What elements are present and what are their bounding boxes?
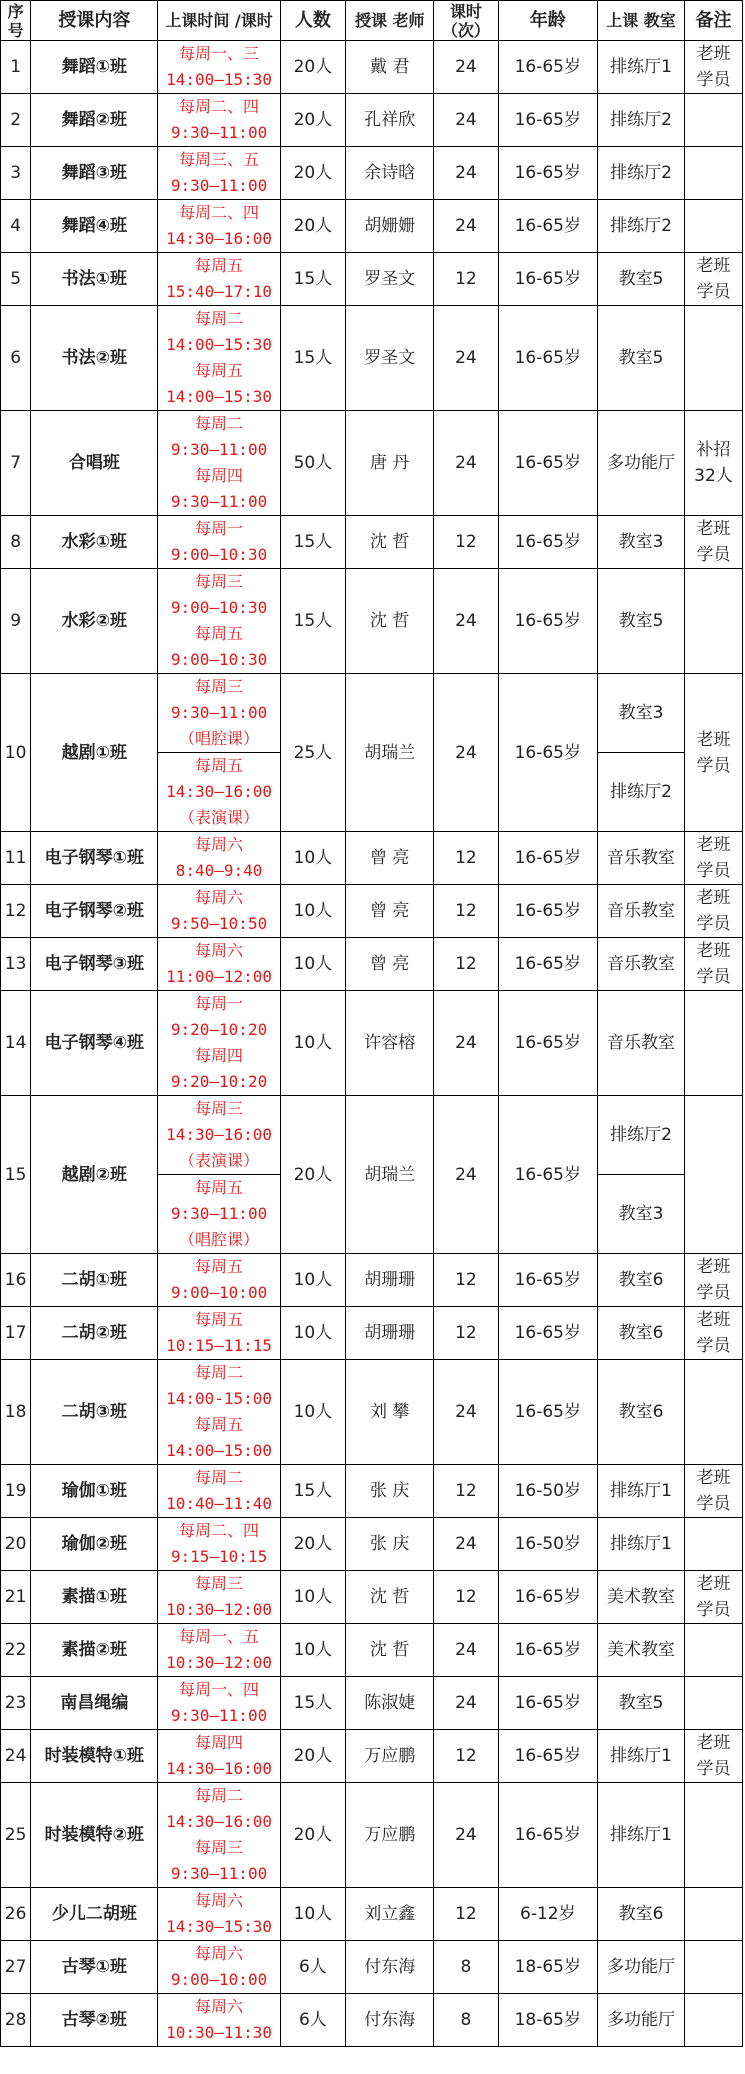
class-size: 10人 xyxy=(280,885,346,938)
remark: 老班 学员 xyxy=(684,41,742,94)
course-name: 电子钢琴④班 xyxy=(31,991,158,1096)
row-number: 5 xyxy=(1,253,31,306)
classroom-second: 排练厅2 xyxy=(598,753,685,832)
class-time-second: 每周五 14:30—16:00 （表演课） xyxy=(158,753,280,832)
teacher-name: 沈 哲 xyxy=(346,569,434,674)
row-number: 19 xyxy=(1,1465,31,1518)
table-header xyxy=(1,1,743,41)
class-time: 每周五 9:00—10:00 xyxy=(158,1254,280,1307)
class-time: 每周五 15:40—17:10 xyxy=(158,253,280,306)
course-name: 二胡①班 xyxy=(31,1254,158,1307)
lesson-count: 24 xyxy=(434,1518,498,1571)
remark xyxy=(684,1624,742,1677)
classroom: 多功能厅 xyxy=(598,1941,685,1994)
lesson-count: 12 xyxy=(434,1254,498,1307)
lesson-count: 12 xyxy=(434,1307,498,1360)
class-time-second: 每周五 9:30—11:00 （唱腔课） xyxy=(158,1175,280,1254)
class-time: 每周一、五 10:30—12:00 xyxy=(158,1624,280,1677)
classroom: 美术教室 xyxy=(598,1624,685,1677)
classroom: 教室5 xyxy=(598,1677,685,1730)
class-time: 每周三 14:30—16:00 （表演课） xyxy=(158,1096,280,1175)
age-range: 18-65岁 xyxy=(498,1994,598,2047)
class-size: 10人 xyxy=(280,1571,346,1624)
course-name: 电子钢琴③班 xyxy=(31,938,158,991)
table-row xyxy=(1,94,743,147)
table-row xyxy=(1,200,743,253)
class-time: 每周三、五 9:30—11:00 xyxy=(158,147,280,200)
remark: 老班 学员 xyxy=(684,1571,742,1624)
teacher-name: 万应鹏 xyxy=(346,1783,434,1888)
header-time: 上课时间 /课时 xyxy=(158,1,280,41)
class-time: 每周一、三 14:00—15:30 xyxy=(158,41,280,94)
class-time: 每周六 10:30—11:30 xyxy=(158,1994,280,2047)
row-number: 9 xyxy=(1,569,31,674)
teacher-name: 戴 君 xyxy=(346,41,434,94)
classroom: 教室3 xyxy=(598,516,685,569)
remark xyxy=(684,1994,742,2047)
remark xyxy=(684,1518,742,1571)
row-number: 12 xyxy=(1,885,31,938)
class-time: 每周一 9:00—10:30 xyxy=(158,516,280,569)
remark xyxy=(684,200,742,253)
age-range: 16-65岁 xyxy=(498,94,598,147)
row-number: 7 xyxy=(1,411,31,516)
row-number: 27 xyxy=(1,1941,31,1994)
remark: 老班 学员 xyxy=(684,674,742,832)
remark: 老班 学员 xyxy=(684,516,742,569)
remark: 老班 学员 xyxy=(684,1465,742,1518)
teacher-name: 胡珊珊 xyxy=(346,1307,434,1360)
age-range: 16-65岁 xyxy=(498,411,598,516)
lesson-count: 12 xyxy=(434,1888,498,1941)
remark: 老班 学员 xyxy=(684,1730,742,1783)
lesson-count: 24 xyxy=(434,147,498,200)
class-time: 每周二 14:00-15:00 每周五 14:00—15:00 xyxy=(158,1360,280,1465)
course-name: 时装模特②班 xyxy=(31,1783,158,1888)
classroom: 排练厅1 xyxy=(598,1783,685,1888)
class-size: 15人 xyxy=(280,306,346,411)
lesson-count: 24 xyxy=(434,41,498,94)
age-range: 16-65岁 xyxy=(498,1571,598,1624)
remark xyxy=(684,94,742,147)
class-time: 每周六 11:00—12:00 xyxy=(158,938,280,991)
class-time: 每周二、四 9:15—10:15 xyxy=(158,1518,280,1571)
teacher-name: 沈 哲 xyxy=(346,1571,434,1624)
class-size: 15人 xyxy=(280,253,346,306)
classroom: 教室5 xyxy=(598,306,685,411)
age-range: 16-65岁 xyxy=(498,674,598,832)
teacher-name: 孔祥欣 xyxy=(346,94,434,147)
classroom: 排练厅1 xyxy=(598,1730,685,1783)
age-range: 16-65岁 xyxy=(498,1254,598,1307)
table-row xyxy=(1,1624,743,1677)
table-row xyxy=(1,41,743,94)
class-time: 每周六 9:00—10:00 xyxy=(158,1941,280,1994)
age-range: 16-50岁 xyxy=(498,1465,598,1518)
header-teacher: 授课 老师 xyxy=(346,1,434,41)
age-range: 16-65岁 xyxy=(498,1307,598,1360)
row-number: 25 xyxy=(1,1783,31,1888)
class-size: 10人 xyxy=(280,991,346,1096)
table-row xyxy=(1,832,743,885)
table-row xyxy=(1,1254,743,1307)
teacher-name: 胡瑞兰 xyxy=(346,674,434,832)
lesson-count: 12 xyxy=(434,253,498,306)
age-range: 16-65岁 xyxy=(498,200,598,253)
classroom: 多功能厅 xyxy=(598,411,685,516)
header-lessons: 课时 （次） xyxy=(434,1,498,41)
lesson-count: 24 xyxy=(434,306,498,411)
teacher-name: 罗圣文 xyxy=(346,306,434,411)
lesson-count: 8 xyxy=(434,1941,498,1994)
class-size: 20人 xyxy=(280,1783,346,1888)
course-name: 少儿二胡班 xyxy=(31,1888,158,1941)
row-number: 17 xyxy=(1,1307,31,1360)
teacher-name: 陈淑婕 xyxy=(346,1677,434,1730)
header-no: 序 号 xyxy=(1,1,31,41)
header-size: 人数 xyxy=(280,1,346,41)
remark xyxy=(684,1888,742,1941)
row-number: 1 xyxy=(1,41,31,94)
course-name: 舞蹈④班 xyxy=(31,200,158,253)
lesson-count: 12 xyxy=(434,1571,498,1624)
course-name: 时装模特①班 xyxy=(31,1730,158,1783)
class-size: 10人 xyxy=(280,938,346,991)
course-name: 古琴②班 xyxy=(31,1994,158,2047)
teacher-name: 沈 哲 xyxy=(346,1624,434,1677)
teacher-name: 刘立鑫 xyxy=(346,1888,434,1941)
teacher-name: 张 庆 xyxy=(346,1465,434,1518)
classroom: 排练厅2 xyxy=(598,200,685,253)
class-time: 每周二 14:30—16:00 每周三 9:30—11:00 xyxy=(158,1783,280,1888)
row-number: 15 xyxy=(1,1096,31,1254)
lesson-count: 24 xyxy=(434,1783,498,1888)
course-name: 越剧①班 xyxy=(31,674,158,832)
row-number: 11 xyxy=(1,832,31,885)
classroom: 音乐教室 xyxy=(598,991,685,1096)
teacher-name: 沈 哲 xyxy=(346,516,434,569)
remark xyxy=(684,306,742,411)
table-row xyxy=(1,411,743,516)
table-row xyxy=(1,1888,743,1941)
age-range: 16-65岁 xyxy=(498,1730,598,1783)
course-name: 舞蹈②班 xyxy=(31,94,158,147)
classroom: 教室6 xyxy=(598,1360,685,1465)
classroom: 排练厅2 xyxy=(598,94,685,147)
table-body xyxy=(1,41,743,2047)
header-note: 备注 xyxy=(684,1,742,41)
table-row xyxy=(1,1360,743,1465)
table-row xyxy=(1,938,743,991)
course-name: 水彩①班 xyxy=(31,516,158,569)
class-time: 每周三 9:30—11:00 （唱腔课） xyxy=(158,674,280,753)
age-range: 16-65岁 xyxy=(498,1783,598,1888)
row-number: 16 xyxy=(1,1254,31,1307)
row-number: 2 xyxy=(1,94,31,147)
classroom: 教室3 xyxy=(598,674,685,753)
class-size: 25人 xyxy=(280,674,346,832)
age-range: 16-50岁 xyxy=(498,1518,598,1571)
classroom: 音乐教室 xyxy=(598,885,685,938)
class-size: 10人 xyxy=(280,1624,346,1677)
course-name: 瑜伽①班 xyxy=(31,1465,158,1518)
lesson-count: 12 xyxy=(434,516,498,569)
row-number: 23 xyxy=(1,1677,31,1730)
lesson-count: 12 xyxy=(434,938,498,991)
remark xyxy=(684,1941,742,1994)
classroom: 排练厅2 xyxy=(598,147,685,200)
classroom: 排练厅2 xyxy=(598,1096,685,1175)
class-time: 每周一 9:20—10:20 每周四 9:20—10:20 xyxy=(158,991,280,1096)
teacher-name: 唐 丹 xyxy=(346,411,434,516)
lesson-count: 24 xyxy=(434,1360,498,1465)
remark: 老班 学员 xyxy=(684,1254,742,1307)
classroom: 教室6 xyxy=(598,1888,685,1941)
table-row xyxy=(1,147,743,200)
class-time: 每周二、四 14:30—16:00 xyxy=(158,200,280,253)
age-range: 6-12岁 xyxy=(498,1888,598,1941)
row-number: 13 xyxy=(1,938,31,991)
classroom: 教室6 xyxy=(598,1254,685,1307)
classroom-second: 教室3 xyxy=(598,1175,685,1254)
teacher-name: 曾 亮 xyxy=(346,885,434,938)
age-range: 16-65岁 xyxy=(498,991,598,1096)
classroom: 排练厅1 xyxy=(598,1518,685,1571)
lesson-count: 12 xyxy=(434,885,498,938)
table-row xyxy=(1,569,743,674)
teacher-name: 万应鹏 xyxy=(346,1730,434,1783)
row-number: 14 xyxy=(1,991,31,1096)
table-row xyxy=(1,1465,743,1518)
remark: 老班 学员 xyxy=(684,885,742,938)
course-name: 水彩②班 xyxy=(31,569,158,674)
course-name: 书法②班 xyxy=(31,306,158,411)
class-size: 10人 xyxy=(280,1360,346,1465)
table-row xyxy=(1,885,743,938)
table-row xyxy=(1,1994,743,2047)
teacher-name: 付东海 xyxy=(346,1994,434,2047)
table-row xyxy=(1,1307,743,1360)
class-size: 10人 xyxy=(280,1307,346,1360)
class-time: 每周六 14:30—15:30 xyxy=(158,1888,280,1941)
row-number: 3 xyxy=(1,147,31,200)
teacher-name: 许容榕 xyxy=(346,991,434,1096)
classroom: 排练厅1 xyxy=(598,41,685,94)
course-name: 电子钢琴②班 xyxy=(31,885,158,938)
table-row xyxy=(1,516,743,569)
table-row xyxy=(1,1730,743,1783)
row-number: 20 xyxy=(1,1518,31,1571)
remark: 老班 学员 xyxy=(684,1307,742,1360)
remark: 老班 学员 xyxy=(684,938,742,991)
course-name: 瑜伽②班 xyxy=(31,1518,158,1571)
class-size: 10人 xyxy=(280,832,346,885)
class-size: 6人 xyxy=(280,1941,346,1994)
class-size: 20人 xyxy=(280,94,346,147)
lesson-count: 24 xyxy=(434,94,498,147)
remark: 补招 32人 xyxy=(684,411,742,516)
course-name: 舞蹈③班 xyxy=(31,147,158,200)
lesson-count: 24 xyxy=(434,569,498,674)
class-size: 20人 xyxy=(280,1096,346,1254)
course-name: 电子钢琴①班 xyxy=(31,832,158,885)
table-row xyxy=(1,1518,743,1571)
remark xyxy=(684,1783,742,1888)
age-range: 16-65岁 xyxy=(498,516,598,569)
course-name: 二胡③班 xyxy=(31,1360,158,1465)
class-size: 10人 xyxy=(280,1254,346,1307)
course-name: 古琴①班 xyxy=(31,1941,158,1994)
table-row xyxy=(1,1783,743,1888)
teacher-name: 刘 攀 xyxy=(346,1360,434,1465)
class-size: 15人 xyxy=(280,1677,346,1730)
row-number: 28 xyxy=(1,1994,31,2047)
lesson-count: 24 xyxy=(434,1677,498,1730)
class-size: 15人 xyxy=(280,569,346,674)
table-row xyxy=(1,991,743,1096)
row-number: 8 xyxy=(1,516,31,569)
class-size: 20人 xyxy=(280,1518,346,1571)
remark xyxy=(684,569,742,674)
row-number: 6 xyxy=(1,306,31,411)
table-row xyxy=(1,1677,743,1730)
class-time: 每周二 10:40—11:40 xyxy=(158,1465,280,1518)
teacher-name: 付东海 xyxy=(346,1941,434,1994)
remark xyxy=(684,991,742,1096)
lesson-count: 12 xyxy=(434,1730,498,1783)
course-name: 素描①班 xyxy=(31,1571,158,1624)
classroom: 排练厅1 xyxy=(598,1465,685,1518)
teacher-name: 曾 亮 xyxy=(346,832,434,885)
classroom: 教室5 xyxy=(598,569,685,674)
course-name: 舞蹈①班 xyxy=(31,41,158,94)
class-time: 每周六 8:40—9:40 xyxy=(158,832,280,885)
header-age: 年龄 xyxy=(498,1,598,41)
lesson-count: 24 xyxy=(434,1096,498,1254)
course-name: 南昌绳编 xyxy=(31,1677,158,1730)
row-number: 22 xyxy=(1,1624,31,1677)
age-range: 16-65岁 xyxy=(498,832,598,885)
class-time: 每周二、四 9:30—11:00 xyxy=(158,94,280,147)
teacher-name: 罗圣文 xyxy=(346,253,434,306)
age-range: 16-65岁 xyxy=(498,1677,598,1730)
table-row xyxy=(1,253,743,306)
course-name: 合唱班 xyxy=(31,411,158,516)
class-time: 每周三 9:00—10:30 每周五 9:00—10:30 xyxy=(158,569,280,674)
teacher-name: 胡瑞兰 xyxy=(346,1096,434,1254)
classroom: 多功能厅 xyxy=(598,1994,685,2047)
lesson-count: 24 xyxy=(434,674,498,832)
course-name: 越剧②班 xyxy=(31,1096,158,1254)
remark: 老班 学员 xyxy=(684,253,742,306)
classroom: 音乐教室 xyxy=(598,938,685,991)
classroom: 教室5 xyxy=(598,253,685,306)
teacher-name: 胡珊珊 xyxy=(346,1254,434,1307)
teacher-name: 余诗晗 xyxy=(346,147,434,200)
remark xyxy=(684,1360,742,1465)
class-time: 每周四 14:30—16:00 xyxy=(158,1730,280,1783)
table-row xyxy=(1,674,743,753)
table-row xyxy=(1,1571,743,1624)
table-row xyxy=(1,1096,743,1175)
lesson-count: 24 xyxy=(434,991,498,1096)
row-number: 21 xyxy=(1,1571,31,1624)
remark xyxy=(684,1677,742,1730)
class-size: 6人 xyxy=(280,1994,346,2047)
class-size: 10人 xyxy=(280,1888,346,1941)
lesson-count: 24 xyxy=(434,200,498,253)
course-name: 二胡②班 xyxy=(31,1307,158,1360)
header-course: 授课内容 xyxy=(31,1,158,41)
row-number: 4 xyxy=(1,200,31,253)
lesson-count: 12 xyxy=(434,1465,498,1518)
row-number: 10 xyxy=(1,674,31,832)
age-range: 16-65岁 xyxy=(498,306,598,411)
class-size: 20人 xyxy=(280,200,346,253)
lesson-count: 24 xyxy=(434,1624,498,1677)
class-size: 20人 xyxy=(280,147,346,200)
lesson-count: 8 xyxy=(434,1994,498,2047)
age-range: 16-65岁 xyxy=(498,41,598,94)
class-size: 50人 xyxy=(280,411,346,516)
course-name: 素描②班 xyxy=(31,1624,158,1677)
teacher-name: 胡姗姗 xyxy=(346,200,434,253)
class-time: 每周六 9:50—10:50 xyxy=(158,885,280,938)
age-range: 16-65岁 xyxy=(498,938,598,991)
class-time: 每周三 10:30—12:00 xyxy=(158,1571,280,1624)
remark xyxy=(684,1096,742,1254)
row-number: 26 xyxy=(1,1888,31,1941)
lesson-count: 24 xyxy=(434,411,498,516)
classroom: 教室6 xyxy=(598,1307,685,1360)
age-range: 16-65岁 xyxy=(498,1624,598,1677)
age-range: 16-65岁 xyxy=(498,253,598,306)
teacher-name: 张 庆 xyxy=(346,1518,434,1571)
header-room: 上课 教室 xyxy=(598,1,685,41)
age-range: 18-65岁 xyxy=(498,1941,598,1994)
class-size: 15人 xyxy=(280,516,346,569)
class-time: 每周五 10:15—11:15 xyxy=(158,1307,280,1360)
class-size: 15人 xyxy=(280,1465,346,1518)
class-time: 每周二 14:00—15:30 每周五 14:00—15:30 xyxy=(158,306,280,411)
lesson-count: 12 xyxy=(434,832,498,885)
age-range: 16-65岁 xyxy=(498,1360,598,1465)
class-time: 每周二 9:30—11:00 每周四 9:30—11:00 xyxy=(158,411,280,516)
age-range: 16-65岁 xyxy=(498,885,598,938)
class-time: 每周一、四 9:30—11:00 xyxy=(158,1677,280,1730)
teacher-name: 曾 亮 xyxy=(346,938,434,991)
course-name: 书法①班 xyxy=(31,253,158,306)
age-range: 16-65岁 xyxy=(498,1096,598,1254)
table-row xyxy=(1,306,743,411)
age-range: 16-65岁 xyxy=(498,147,598,200)
class-size: 20人 xyxy=(280,1730,346,1783)
remark: 老班 学员 xyxy=(684,832,742,885)
table-row xyxy=(1,1941,743,1994)
classroom: 美术教室 xyxy=(598,1571,685,1624)
row-number: 18 xyxy=(1,1360,31,1465)
remark xyxy=(684,147,742,200)
class-size: 20人 xyxy=(280,41,346,94)
classroom: 音乐教室 xyxy=(598,832,685,885)
age-range: 16-65岁 xyxy=(498,569,598,674)
row-number: 24 xyxy=(1,1730,31,1783)
